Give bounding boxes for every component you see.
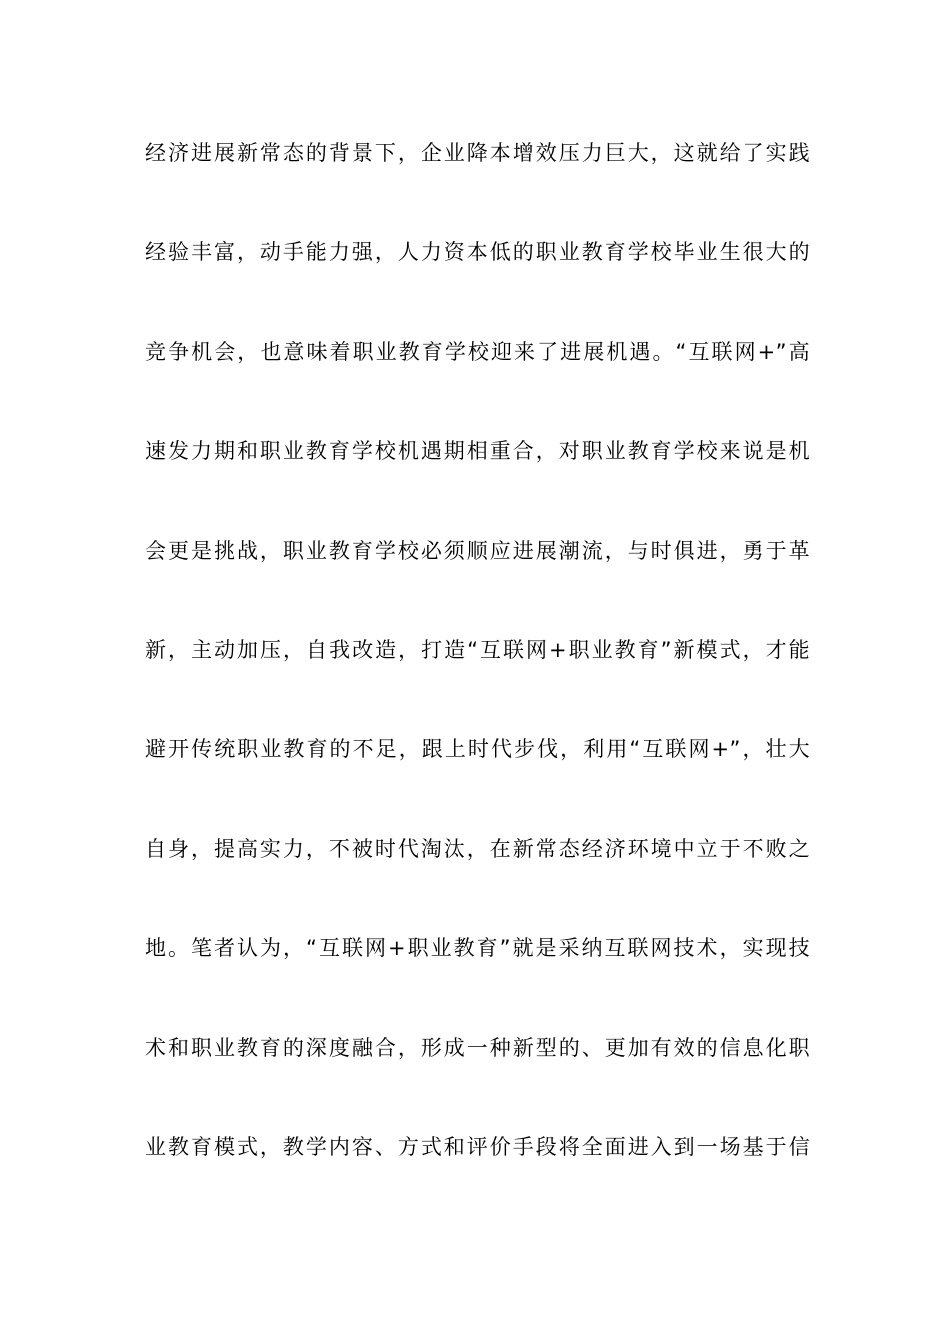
- text-line-11: 业教育模式，教学内容、方式和评价手段将全面进入到一场基于信: [145, 1134, 810, 1159]
- body-text: [145, 128, 810, 1221]
- text-line-4: 速发力期和职业教育学校机遇期相重合，对职业教育学校来说是机: [145, 439, 810, 464]
- text-line-1: 经济进展新常态的背景下，企业降本增效压力巨大，这就给了实践: [145, 141, 810, 165]
- text-line-2: 经验丰富，动手能力强，人力资本低的职业教育学校毕业生很大的: [145, 240, 810, 265]
- text-line-5: 会更是挑战，职业教育学校必须顺应进展潮流，与时俱进，勇于革: [145, 538, 810, 563]
- text-line-8: 自身，提高实力，不被时代淘汰，在新常态经济环境中立于不败之: [145, 836, 810, 861]
- text-line-6: 新，主动加压，自我改造，打造“互联网+职业教育”新模式，才能: [145, 637, 810, 662]
- text-line-10: 术和职业教育的深度融合，形成一种新型的、更加有效的信息化职: [145, 1035, 810, 1060]
- text-line-9: 地。笔者认为，“互联网+职业教育”就是采纳互联网技术，实现技: [145, 936, 810, 961]
- text-line-7: 避开传统职业教育的不足，跟上时代步伐，利用“互联网+”，壮大: [145, 737, 810, 762]
- text-line-3: 竞争机会，也意味着职业教育学校迎来了进展机遇。“互联网+”高: [145, 339, 810, 364]
